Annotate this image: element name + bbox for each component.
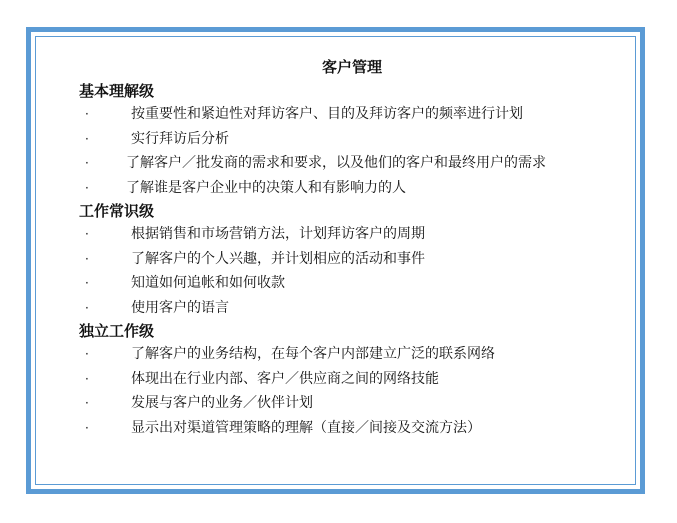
list-item [47, 151, 637, 176]
section-heading-basic: 基本理解级 [79, 82, 155, 100]
list-item [47, 342, 637, 367]
list-item-text: 实行拜访后分析 [131, 130, 229, 147]
section-heading-working-knowledge: 工作常识级 [79, 202, 155, 220]
document-content [47, 58, 637, 440]
list-item [47, 271, 637, 296]
bullet-icon: · [85, 107, 89, 121]
list-item-text: 显示出对渠道管理策略的理解（直接／间接及交流方法） [131, 419, 481, 436]
list-item-text: 体现出在行业内部、客户／供应商之间的网络技能 [131, 370, 439, 387]
list-item-text: 了解客户的个人兴趣，并计划相应的活动和事件 [131, 250, 425, 267]
list-item-text: 使用客户的语言 [131, 299, 229, 316]
bullet-icon: · [85, 300, 89, 315]
list-item [47, 127, 637, 152]
list-item-text: 了解谁是客户企业中的决策人和有影响力的人 [126, 179, 406, 196]
list-item [47, 222, 637, 247]
bullet-icon: · [85, 180, 89, 195]
bullet-icon: · [85, 227, 89, 241]
list-item [47, 176, 637, 201]
section-heading-independent: 独立工作级 [79, 322, 155, 340]
bullet-icon: · [85, 131, 89, 146]
section-independent [47, 322, 637, 440]
bullet-icon: · [85, 156, 89, 170]
bullet-icon: · [85, 347, 89, 361]
section-working-knowledge [47, 202, 637, 320]
list-item [47, 416, 637, 441]
bullet-icon: · [85, 251, 89, 266]
document-title: 客户管理 [321, 58, 382, 76]
list-item [47, 102, 637, 127]
list-item [47, 296, 637, 321]
bullet-icon: · [85, 276, 89, 290]
bullet-icon: · [85, 420, 89, 435]
list-item [47, 367, 637, 392]
list-item-text: 按重要性和紧迫性对拜访客户、目的及拜访客户的频率进行计划 [131, 106, 523, 122]
list-item-text: 了解客户／批发商的需求和要求，以及他们的客户和最终用户的需求 [126, 155, 546, 171]
list-item-text: 发展与客户的业务／伙伴计划 [131, 395, 313, 411]
section-basic [47, 82, 637, 200]
list-item-text: 了解客户的业务结构，在每个客户内部建立广泛的联系网络 [131, 346, 495, 362]
bullet-icon: · [85, 371, 89, 386]
list-item [47, 391, 637, 416]
bullet-icon: · [85, 396, 89, 410]
list-item [47, 247, 637, 272]
list-item-text: 知道如何追帐和如何收款 [131, 275, 285, 291]
list-item-text: 根据销售和市场营销方法，计划拜访客户的周期 [131, 226, 425, 242]
